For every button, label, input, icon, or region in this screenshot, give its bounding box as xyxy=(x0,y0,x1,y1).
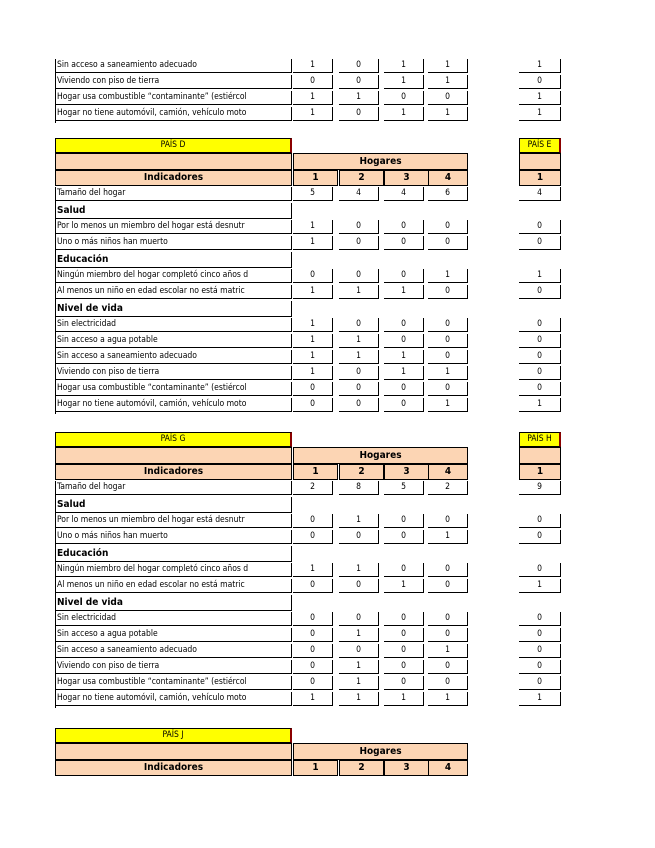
household-number: 1 xyxy=(293,464,338,480)
cell-value[interactable]: 0 xyxy=(339,75,379,89)
section-subheading: Educación xyxy=(55,252,292,268)
cell-value[interactable]: 2 xyxy=(428,481,468,495)
cell-value[interactable]: 0 xyxy=(339,398,379,412)
household-number: 4 xyxy=(428,760,468,776)
row-label: Viviendo con piso de tierra xyxy=(55,366,292,380)
cell-value[interactable]: 1 xyxy=(339,285,379,299)
cell-value[interactable]: 0 xyxy=(339,269,379,283)
cell-value-right[interactable]: 0 xyxy=(519,644,561,658)
cell-value[interactable]: 1 xyxy=(339,676,379,690)
cell-value[interactable]: 1 xyxy=(428,692,468,706)
cell-value[interactable]: 1 xyxy=(339,660,379,674)
cell-value[interactable]: 0 xyxy=(384,269,424,283)
cell-value[interactable]: 1 xyxy=(339,91,379,105)
cell-value-right[interactable]: 1 xyxy=(519,107,561,121)
cell-value[interactable]: 0 xyxy=(384,563,424,577)
cell-value-right[interactable]: 0 xyxy=(519,236,561,250)
cell-value[interactable]: 0 xyxy=(293,75,333,89)
indicadores-header: Indicadores xyxy=(55,464,292,480)
cell-value[interactable]: 0 xyxy=(428,579,468,593)
row-label: Viviendo con piso de tierra xyxy=(55,75,292,89)
cell-value[interactable]: 1 xyxy=(293,692,333,706)
cell-value[interactable]: 0 xyxy=(293,514,333,528)
cell-value[interactable]: 0 xyxy=(293,660,333,674)
cell-value[interactable]: 5 xyxy=(293,187,333,201)
cell-value[interactable]: 0 xyxy=(339,220,379,234)
row-label: Viviendo con piso de tierra xyxy=(55,660,292,674)
indicadores-header: Indicadores xyxy=(55,760,292,776)
cell-value[interactable]: 1 xyxy=(384,59,424,73)
hogares-header: Hogares xyxy=(293,153,468,170)
row-label: Al menos un niño en edad escolar no está matric xyxy=(55,579,292,593)
country-banner: PAÍS G xyxy=(55,432,292,447)
cell-value[interactable]: 0 xyxy=(293,269,333,283)
cell-value[interactable]: 1 xyxy=(293,59,333,73)
cell-value-right[interactable]: 0 xyxy=(519,285,561,299)
cell-value[interactable]: 0 xyxy=(384,236,424,250)
cell-value[interactable]: 1 xyxy=(293,220,333,234)
country-banner-right: PAÍS H xyxy=(519,432,561,447)
cell-value[interactable]: 0 xyxy=(428,660,468,674)
cell-value-right[interactable]: 0 xyxy=(519,563,561,577)
section-subheading: Nivel de vida xyxy=(55,301,292,317)
cell-value[interactable]: 1 xyxy=(293,91,333,105)
cell-value[interactable]: 0 xyxy=(339,236,379,250)
row-label: Por lo menos un miembro del hogar está desnutr xyxy=(55,514,292,528)
cell-value[interactable]: 0 xyxy=(428,612,468,626)
cell-value-right[interactable]: 0 xyxy=(519,334,561,348)
cell-value[interactable]: 1 xyxy=(428,644,468,658)
row-label: Hogar usa combustible “contaminante” (estiércol xyxy=(55,91,292,105)
indicadores-header: Indicadores xyxy=(55,170,292,186)
household-number-right: 1 xyxy=(519,464,561,480)
cell-value-right[interactable]: 1 xyxy=(519,692,561,706)
cell-value[interactable]: 0 xyxy=(384,334,424,348)
row-label: Tamaño del hogar xyxy=(55,187,292,201)
border-line xyxy=(55,187,56,414)
household-number: 3 xyxy=(384,760,429,776)
cell-value[interactable]: 0 xyxy=(339,107,379,121)
cell-value[interactable]: 0 xyxy=(293,530,333,544)
cell-value[interactable]: 1 xyxy=(428,366,468,380)
cell-value-right[interactable]: 1 xyxy=(519,398,561,412)
cell-value[interactable]: 1 xyxy=(293,107,333,121)
cell-value[interactable]: 1 xyxy=(293,285,333,299)
household-number: 1 xyxy=(293,760,338,776)
cell-value[interactable]: 0 xyxy=(293,612,333,626)
cell-value-right[interactable]: 0 xyxy=(519,612,561,626)
cell-value[interactable]: 1 xyxy=(428,269,468,283)
section-subheading: Educación xyxy=(55,546,292,562)
cell-value[interactable]: 0 xyxy=(428,514,468,528)
row-label: Sin acceso a agua potable xyxy=(55,334,292,348)
cell-value-right[interactable]: 0 xyxy=(519,382,561,396)
cell-value[interactable]: 0 xyxy=(428,628,468,642)
row-label: Sin electricidad xyxy=(55,612,292,626)
cell-value[interactable]: 1 xyxy=(428,75,468,89)
cell-value[interactable]: 1 xyxy=(384,366,424,380)
cell-value[interactable]: 0 xyxy=(428,334,468,348)
cell-value[interactable]: 1 xyxy=(293,318,333,332)
section-subheading: Salud xyxy=(55,203,292,219)
cell-value[interactable]: 0 xyxy=(384,398,424,412)
cell-value-right[interactable]: 1 xyxy=(519,91,561,105)
household-number: 3 xyxy=(384,464,429,480)
cell-value[interactable]: 0 xyxy=(384,530,424,544)
cell-value-right[interactable]: 0 xyxy=(519,220,561,234)
cell-value[interactable]: 4 xyxy=(339,187,379,201)
cell-value[interactable]: 1 xyxy=(293,236,333,250)
cell-value[interactable]: 0 xyxy=(339,612,379,626)
row-label: Hogar no tiene automóvil, camión, vehículo moto xyxy=(55,692,292,706)
row-label: Hogar no tiene automóvil, camión, vehículo moto xyxy=(55,107,292,121)
section-subheading: Salud xyxy=(55,497,292,513)
cell-value-right[interactable]: 1 xyxy=(519,579,561,593)
cell-value[interactable]: 1 xyxy=(339,334,379,348)
cell-value[interactable]: 1 xyxy=(428,530,468,544)
cell-value[interactable]: 0 xyxy=(339,382,379,396)
header-blank-right xyxy=(519,153,561,170)
household-number: 1 xyxy=(293,170,338,186)
cell-value[interactable]: 1 xyxy=(384,75,424,89)
cell-value[interactable]: 0 xyxy=(428,285,468,299)
cell-value[interactable]: 0 xyxy=(293,579,333,593)
row-label: Hogar usa combustible “contaminante” (estiércol xyxy=(55,676,292,690)
cell-value[interactable]: 0 xyxy=(293,676,333,690)
cell-value-right[interactable]: 0 xyxy=(519,676,561,690)
cell-value[interactable]: 0 xyxy=(384,612,424,626)
cell-value[interactable]: 1 xyxy=(384,350,424,364)
hogares-header: Hogares xyxy=(293,447,468,464)
cell-value[interactable]: 1 xyxy=(339,563,379,577)
household-number: 4 xyxy=(428,464,468,480)
cell-value[interactable]: 0 xyxy=(293,382,333,396)
row-label: Uno o más niños han muerto xyxy=(55,236,292,250)
cell-value[interactable]: 1 xyxy=(339,628,379,642)
cell-value-right[interactable]: 1 xyxy=(519,59,561,73)
section-subheading: Nivel de vida xyxy=(55,595,292,611)
cell-value[interactable]: 6 xyxy=(428,187,468,201)
cell-value[interactable]: 0 xyxy=(428,563,468,577)
cell-value[interactable]: 0 xyxy=(293,644,333,658)
cell-value-right[interactable]: 0 xyxy=(519,350,561,364)
header-blank xyxy=(55,153,292,170)
cell-value[interactable]: 0 xyxy=(384,91,424,105)
cell-value[interactable]: 0 xyxy=(339,366,379,380)
row-label: Uno o más niños han muerto xyxy=(55,530,292,544)
row-label: Hogar no tiene automóvil, camión, vehículo moto xyxy=(55,398,292,412)
household-number: 4 xyxy=(428,170,468,186)
cell-value[interactable]: 0 xyxy=(339,318,379,332)
cell-value[interactable]: 1 xyxy=(339,692,379,706)
household-number: 3 xyxy=(384,170,429,186)
row-label: Sin electricidad xyxy=(55,318,292,332)
cell-value[interactable]: 0 xyxy=(428,382,468,396)
cell-value-right[interactable]: 9 xyxy=(519,481,561,495)
row-label: Sin acceso a agua potable xyxy=(55,628,292,642)
row-label: Ningún miembro del hogar completó cinco años d xyxy=(55,563,292,577)
cell-value[interactable]: 8 xyxy=(339,481,379,495)
cell-value[interactable]: 1 xyxy=(339,514,379,528)
border-line xyxy=(55,481,56,708)
cell-value[interactable]: 0 xyxy=(339,59,379,73)
cell-value[interactable]: 0 xyxy=(339,579,379,593)
cell-value[interactable]: 0 xyxy=(384,628,424,642)
row-label: Al menos un niño en edad escolar no está matric xyxy=(55,285,292,299)
cell-value[interactable]: 1 xyxy=(428,398,468,412)
row-label: Sin acceso a saneamiento adecuado xyxy=(55,644,292,658)
cell-value-right[interactable]: 4 xyxy=(519,187,561,201)
cell-value-right[interactable]: 0 xyxy=(519,660,561,674)
cell-value[interactable]: 1 xyxy=(384,579,424,593)
cell-value[interactable]: 0 xyxy=(428,220,468,234)
cell-value-right[interactable]: 0 xyxy=(519,514,561,528)
household-number: 2 xyxy=(339,464,384,480)
cell-value[interactable]: 5 xyxy=(384,481,424,495)
cell-value[interactable]: 2 xyxy=(293,481,333,495)
cell-value[interactable]: 0 xyxy=(384,660,424,674)
country-banner: PAÍS D xyxy=(55,138,292,153)
cell-value[interactable]: 0 xyxy=(384,514,424,528)
cell-value[interactable]: 4 xyxy=(384,187,424,201)
cell-value[interactable]: 0 xyxy=(293,398,333,412)
cell-value-right[interactable]: 0 xyxy=(519,75,561,89)
cell-value[interactable]: 0 xyxy=(339,530,379,544)
cell-value[interactable]: 0 xyxy=(428,236,468,250)
cell-value[interactable]: 0 xyxy=(293,628,333,642)
cell-value[interactable]: 0 xyxy=(428,350,468,364)
country-banner: PAÍS J xyxy=(55,728,292,743)
cell-value[interactable]: 1 xyxy=(428,59,468,73)
cell-value[interactable]: 1 xyxy=(428,107,468,121)
cell-value[interactable]: 1 xyxy=(293,563,333,577)
household-number: 2 xyxy=(339,170,384,186)
cell-value-right[interactable]: 0 xyxy=(519,318,561,332)
header-blank-right xyxy=(519,447,561,464)
cell-value[interactable]: 0 xyxy=(384,644,424,658)
cell-value[interactable]: 1 xyxy=(293,334,333,348)
row-label: Hogar usa combustible “contaminante” (estiércol xyxy=(55,382,292,396)
cell-value[interactable]: 1 xyxy=(293,366,333,380)
cell-value[interactable]: 1 xyxy=(384,285,424,299)
row-label: Tamaño del hogar xyxy=(55,481,292,495)
cell-value-right[interactable]: 0 xyxy=(519,530,561,544)
cell-value-right[interactable]: 0 xyxy=(519,628,561,642)
cell-value-right[interactable]: 0 xyxy=(519,366,561,380)
cell-value[interactable]: 0 xyxy=(384,318,424,332)
cell-value[interactable]: 1 xyxy=(384,107,424,121)
cell-value[interactable]: 1 xyxy=(293,350,333,364)
border-line xyxy=(55,59,56,123)
row-label: Sin acceso a saneamiento adecuado xyxy=(55,350,292,364)
household-number-right: 1 xyxy=(519,170,561,186)
header-blank xyxy=(55,447,292,464)
cell-value[interactable]: 0 xyxy=(384,382,424,396)
row-label: Sin acceso a saneamiento adecuado xyxy=(55,59,292,73)
hogares-header: Hogares xyxy=(293,743,468,760)
cell-value[interactable]: 1 xyxy=(384,692,424,706)
cell-value[interactable]: 0 xyxy=(384,676,424,690)
cell-value-right[interactable]: 1 xyxy=(519,269,561,283)
cell-value[interactable]: 0 xyxy=(384,220,424,234)
header-blank xyxy=(55,743,292,760)
cell-value[interactable]: 0 xyxy=(428,91,468,105)
cell-value[interactable]: 0 xyxy=(428,318,468,332)
row-label: Por lo menos un miembro del hogar está desnutr xyxy=(55,220,292,234)
row-label: Ningún miembro del hogar completó cinco años d xyxy=(55,269,292,283)
cell-value[interactable]: 0 xyxy=(428,676,468,690)
country-banner-right: PAÍS E xyxy=(519,138,561,153)
cell-value[interactable]: 0 xyxy=(339,644,379,658)
household-number: 2 xyxy=(339,760,384,776)
cell-value[interactable]: 1 xyxy=(339,350,379,364)
